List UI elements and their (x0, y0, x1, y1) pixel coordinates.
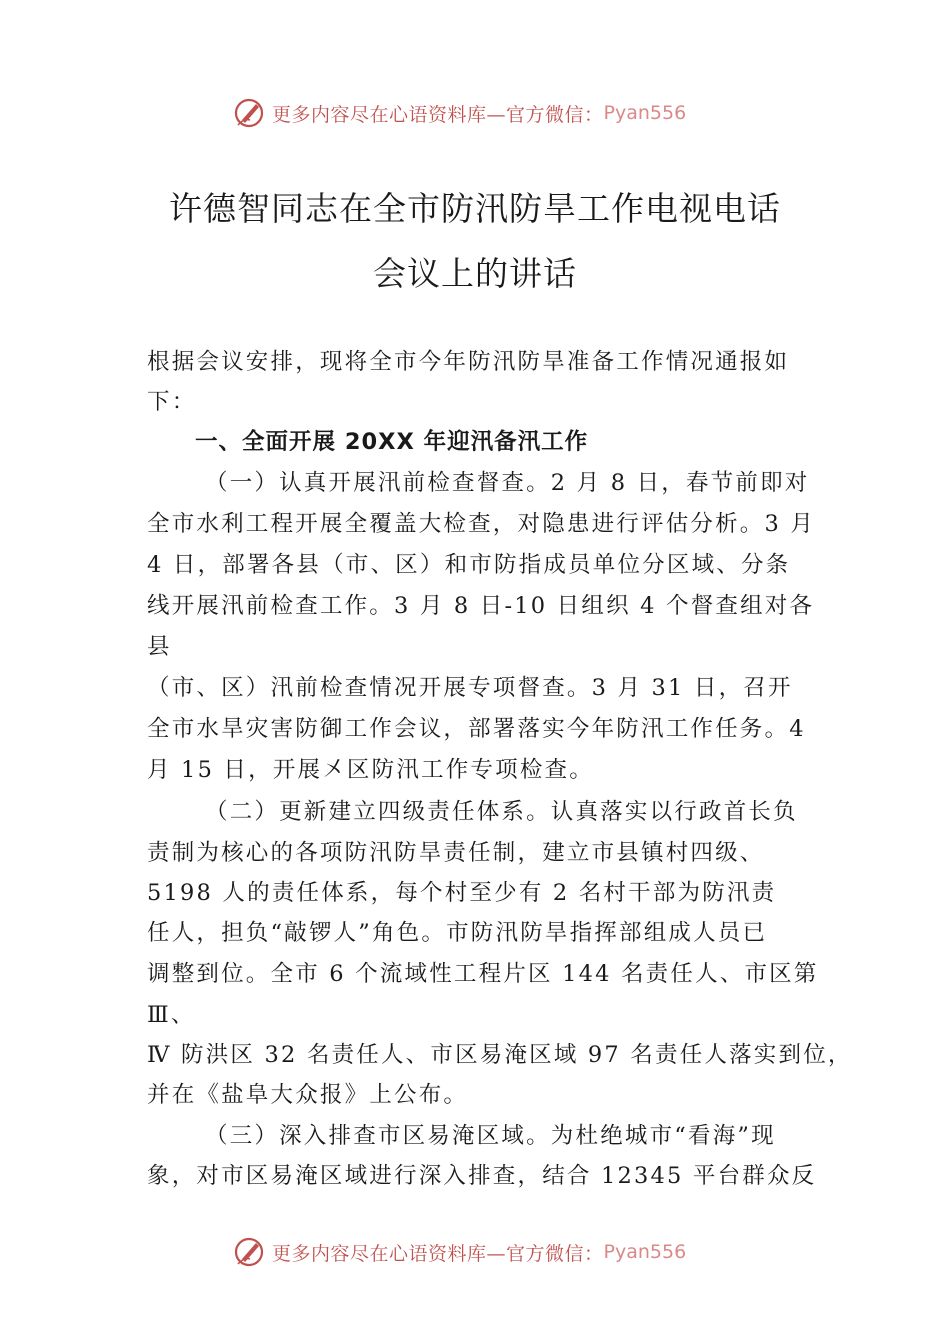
banner-wechat-id: Pyan556 (603, 1241, 687, 1263)
body-line: 下： (147, 389, 197, 415)
body-line: 4 日，部署各县（市、区）和市防指成员单位分区域、分条 (147, 552, 791, 578)
title-line-1: 许德智同志在全市防汛防旱工作电视电话 (169, 189, 781, 228)
body-line: （三）深入排查市区易淹区域。为杜绝城市“看海”现 (205, 1123, 776, 1149)
body-line: 并在《盐阜大众报》上公布。 (147, 1082, 469, 1108)
body-line: Ⅳ 防洪区 32 名责任人、市区易淹区域 97 名责任人落实到位， (147, 1042, 853, 1068)
body-line: 全市水利工程开展全覆盖大检查，对隐患进行评估分析。3 月 (147, 511, 816, 537)
body-line: 调整到位。全市 6 个流域性工程片区 144 名责任人、市区第 (147, 961, 819, 987)
section-heading: 一、全面开展 20XX 年迎汛备汛工作 (195, 429, 589, 455)
body-line: 县 (147, 634, 172, 660)
body-line: （一）认真开展汛前检查督查。2 月 8 日，春节前即对 (205, 470, 810, 496)
body-line: 任人，担负“敲锣人”角色。市防汛防旱指挥部组成人员已 (147, 920, 768, 946)
body-line: 责制为核心的各项防汛防旱责任制，建立市县镇村四级、 (147, 840, 765, 866)
body-line: （二）更新建立四级责任体系。认真落实以行政首长负 (205, 799, 798, 825)
body-line: 线开展汛前检查工作。3 月 8 日-10 日组织 4 个督查组对各 (147, 593, 815, 619)
body-line: Ⅲ、 (147, 1002, 196, 1028)
pen-seal-icon (232, 1235, 266, 1269)
footer-banner (232, 1234, 686, 1270)
header-banner (232, 95, 686, 131)
banner-text: 更多内容尽在心语资料库—官方微信： (272, 1242, 604, 1265)
title-line-2: 会议上的讲话 (373, 254, 577, 293)
banner-wechat-id: Pyan556 (603, 102, 687, 124)
pen-seal-icon (232, 96, 266, 130)
body-line: 根据会议安排，现将全市今年防汛防旱准备工作情况通报如 (147, 349, 790, 375)
body-line: （市、区）汛前检查情况开展专项督查。3 月 31 日，召开 (147, 675, 793, 701)
body-line: 象，对市区易淹区域进行深入排查，结合 12345 平台群众反 (147, 1163, 817, 1189)
body-line: 月 15 日，开展㐅区防汛工作专项检查。 (147, 757, 594, 783)
banner-text: 更多内容尽在心语资料库—官方微信： (272, 103, 604, 126)
body-line: 5198 人的责任体系，每个村至少有 2 名村干部为防汛责 (147, 880, 777, 906)
body-line: 全市水旱灾害防御工作会议，部署落实今年防汛工作任务。4 (147, 716, 806, 742)
